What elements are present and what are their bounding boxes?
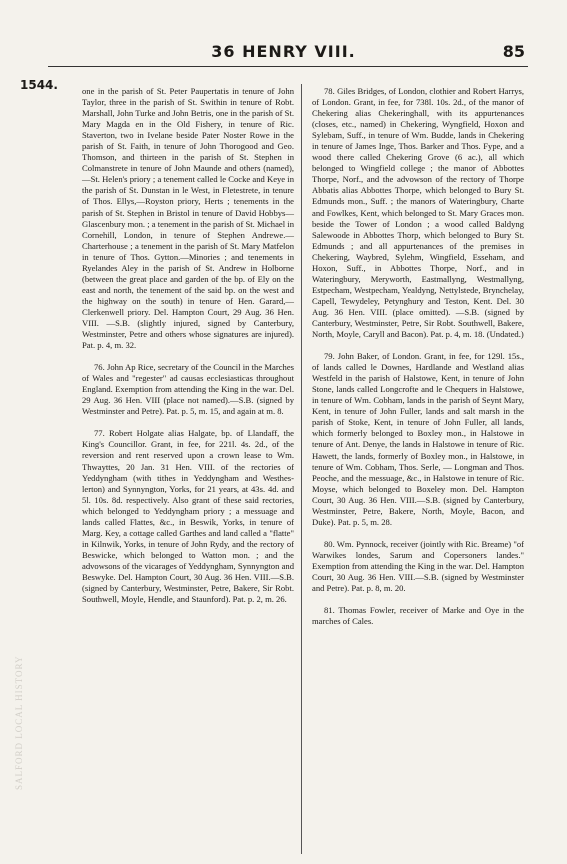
entry-76: 76. John Ap Rice, secretary of the Council in the Marches of Wales and "regester" ad causas ecclesiasticas throughout England. Exemption from attending the King in the war. Del. 29 Aug. 36 Hen. VIII (place not named).—S.B. (signed by Westminster and Petre). Pat. p. 5, m. 15, and again at m. 8. (82, 362, 294, 417)
page-number: 85 (502, 42, 525, 61)
entry-81: 81. Thomas Fowler, receiver of Marke and Oye in the marches of Cales. (312, 605, 524, 627)
entry-80: 80. Wm. Pynnock, receiver (jointly with Ric. Breame) "of Warwikes londes, Sarum and Copersoners landes." Exemption from attending the King in the war. Del. Hampton Court, 30 Aug. 36 Hen. VIII.—S.B. (signed by Westminster and Petre). Pat. p. 8, m. 20. (312, 538, 524, 594)
library-watermark: SALFORD LOCAL HISTORY (14, 655, 24, 790)
header-rule (48, 66, 528, 67)
running-title: 36 HENRY VIII. (211, 42, 356, 61)
entry-continuation: one in the parish of St. Peter Paupertatis in tenure of John Taylor, three in the parish of St. Swithin in tenure of Robt. Marshall, John Turke and John Betris, one in the parish of St. Mary Magda en in the Old Fishery, in tenure of Ric. Staverton, two in Ivelane beside Pater Noster Rowe in the parish of St. Faith, in tenure of John Thorogood and Geo. Thomson, and thirteen in the parish of St. Stephen in Colmanstrete in tenure of John Maunde and others (named),—St. Helen's priory ; a tenement called le Cocke and Keye in the parish of St. Dunstan in le West, in Fletestrete, in tenure of Thos. Ellys,—Royston priory, Herts ; tenements in the parish of St. Stephen in Bristol in tenure of David Hobbys—Glascenbury mon. ; a tenement in the parish of St. Michael in Cornehill, London, in tenure of Stephen Andrewe.—Charterhouse ; a tenement in the parish of St. Mary Matfelon in tenure of Thos. Gytton.—Minories ; and tenements in Ryelandes Aley in the parish of St. Andrew in Holborne (between the great place and garden of the bp. of Ely on the east and north, the tenement of the said bp. on the west and the highway on the south) in tenure of Hen. Garard,—Clerkenwell priory. Del. Hampton Court, 29 Aug. 36 Hen. VIII. —S.B. (slightly injured, signed by Canterbury, Westminster, Petre and others whose signatures are injured). Pat. p. 4, m. 32. (82, 86, 294, 351)
entry-77: 77. Robert Holgate alias Halgate, bp. of Llandaff, the King's Councillor. Grant, in fee, for 221l. 4s. 2d., of the reversion and rent reserved upon a crown lease to Wm. Thwayttes, 20 Jan. 31 Hen. VIII. of the rectories of Yeddyngham (with tithes in Yeddyngham and Westhes-lerton) and Synnyngton, Yorks, for 21 years, at 43s. 4d. and 5l. 10s. 8d. respectively. Also grant of these said rectories, which belonged to Yeddyngham priory ; a messuage and lands called Flattes, &c., in Beswik, Yorks, in tenure of Marg. Key, a cottage called Garthes and land called a "flatte" in Kilnwik, Yorks, in tenure of John Rydy, and the rectory of Beswicke, which belonged to Watton mon. ; and the advowsons of the vicarages of Yeddyngham, Synnyngton and Beswyke. Del. Hampton Court, 30 Aug. 36 Hen. VIII.—S.B. (signed by Canterbury, Westminster, Petre, Bakere, Sir Robt. Southwell, Moyle, Hendle, and Staunford). Pat. p. 2, m. 26. (82, 428, 294, 605)
entry-78: 78. Giles Bridges, of London, clothier and Robert Harrys, of London. Grant, in fee, for 738l. 10s. 2d., of the manor of Chekering alias Chekeringhall, with its appurtenances (closes, etc., named) in Chekering, Wyngfield, Hoxon and Sylebam, Suff., in tenure of Wm. Budde, lands in Chekering in tenure of James Inge, Thos. Barker and Thos. Fype, and a wood there called Chekering Grove (6 ac.), all which belonged to Wingfield college ; the manor of Abbottes Thorpe, Norf., and the advowson of the rectory of Thorpe Abbatis alias Abbottes Thorpe, which belonged to Bury St. Edmunds mon., Suff. ; the manors of Wateringbury, Charte and Fowlkes, Kent, which belonged to St. Mary Graces mon. beside the Tower of London ; a wood called Baldyng Salewoode in Abbottes Thorp, which belonged to Bury St. Edmunds ; and all appurtenances of the premises in Chekering, Waybred, Sylehm, Wingfield, Esseham, and Hoxon, Suff., in Abbottes Thorpe, Norf., and in Wateringbury, Meryworth, Eastmallyng, Westmallyng, Estpecham, Westpecham, Yealdyng, Nettylstede, Brynchelay, Capell, Tewydeley, Petynghury and Teston, Kent. Del. 30 Aug. 36 Hen. VIII. (place omitted). —S.B. (signed by Canterbury, Westminster, Petre, Sir Robt. Southwell, Bakere, North, Moyle, Caryll and Bacon). Pat. p. 4, m. 18. (Undated.) (312, 86, 524, 340)
entry-79: 79. John Baker, of London. Grant, in fee, for 129l. 15s., of lands called le Downes, Hardlande and Westland alias Westfeld in the parish of Halstowe, Kent, in tenure of John Stone, lands called Longcrofte and le Chequers in Halstowe, in tenure of Wm. Cobham, lands in the parish of Seynt Mary, Kent, in tenure of John Fuller, lands and salt marsh in the parish of Stoke, Kent, in tenure of John Fuller, all lands, which formerly belonged to Boxley mon., in Halstowe in tenure of Ant. Denye, the lands in Halstowe in tenure of Ric. Hawett, the lands, formerly of Boxley mon., in Halstowe, in tenure of Wm. Cobham, Thos. Serle, — Longman and Thos. Peoche, and the messuage, &c., in Halstowe in tenure of Ric. Moyse, which belonged to Boxeley mon. Del. Hampton Court, 30 Aug. 36 Hen. VIII.—S.B. (signed by Canterbury, Westminster, Petre, Bakere, North, Moyle, Bacon, and Duke). Pat. p. 5, m. 28. (312, 351, 524, 527)
column-divider (301, 84, 302, 854)
left-column (82, 82, 294, 605)
right-column (312, 82, 524, 627)
year-label: 1544. (20, 78, 58, 92)
